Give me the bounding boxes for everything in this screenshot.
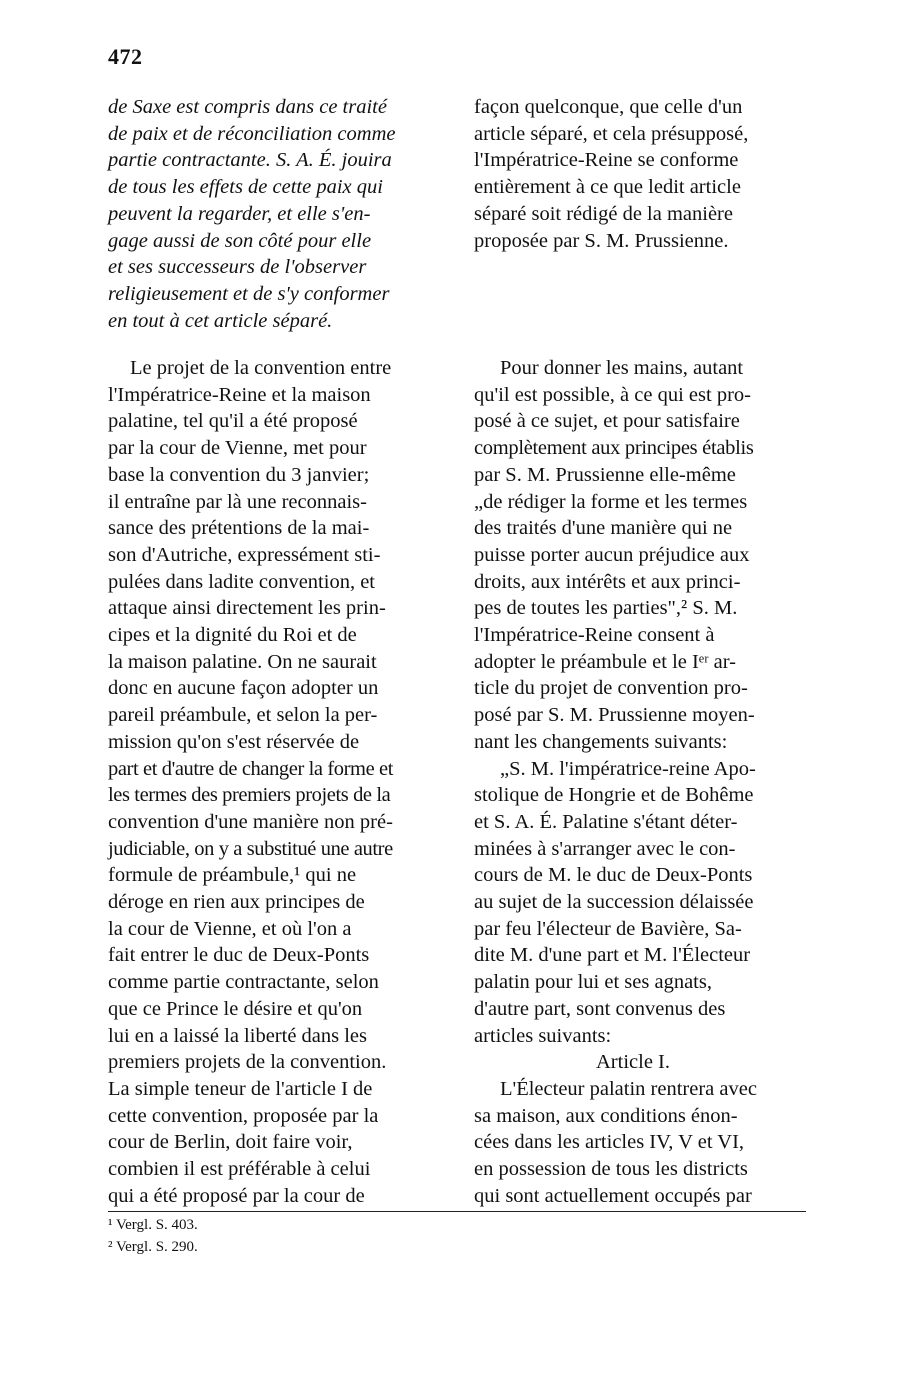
text-line: il entraîne par là une reconnais- xyxy=(108,490,367,513)
text-line: comme partie contractante, selon xyxy=(108,971,379,994)
footnote-2: ² Vergl. S. 290. xyxy=(108,1239,198,1255)
text-line: cées dans les articles IV, V et VI, xyxy=(474,1131,745,1154)
text-line: en tout à cet article séparé. xyxy=(108,309,333,332)
text-line: façon quelconque, que celle d'un xyxy=(474,96,743,118)
text-line: fait entrer le duc de Deux-Ponts xyxy=(108,944,370,967)
text-line: cours de M. le duc de Deux-Ponts xyxy=(474,864,753,887)
text-line: religieusement et de s'y conformer xyxy=(108,282,390,305)
text-line: combien il est préférable à celui xyxy=(108,1158,371,1181)
text-line: par S. M. Prussienne elle-même xyxy=(474,463,736,486)
text-line: cette convention, proposée par la xyxy=(108,1104,379,1127)
text-line: minées à s'arranger avec le con- xyxy=(474,837,736,860)
text-line: article séparé, et cela présupposé, xyxy=(474,122,749,145)
text-line: par la cour de Vienne, met pour xyxy=(108,437,367,460)
text-line: La simple teneur de l'article I de xyxy=(108,1077,373,1100)
text-line: déroge en rien aux principes de xyxy=(108,891,365,914)
text-line: dite M. d'une part et M. l'Électeur xyxy=(474,944,751,967)
text-line: lui en a laissé la liberté dans les xyxy=(108,1024,368,1047)
text-line: de tous les effets de cette paix qui xyxy=(108,176,383,199)
text-line: droits, aux intérêts et aux princi- xyxy=(474,570,741,593)
text-line: par feu l'électeur de Bavière, Sa- xyxy=(474,917,742,940)
text-line: proposée par S. M. Prussienne. xyxy=(474,229,729,252)
text-line: cipes et la dignité du Roi et de xyxy=(108,624,357,647)
text-line: pes de toutes les parties",² S. M. xyxy=(474,597,738,620)
text-line: au sujet de la succession délaissée xyxy=(474,891,754,914)
right-top-paragraph xyxy=(474,94,748,254)
text-line: de Saxe est compris dans ce traité xyxy=(108,96,387,118)
text-line: „de rédiger la forme et les termes xyxy=(474,490,748,513)
left-main-paragraph xyxy=(108,355,393,1210)
text-line: part et d'autre de changer la forme et xyxy=(108,757,394,780)
text-line: gage aussi de son côté pour elle xyxy=(108,229,372,252)
text-line: son d'Autriche, expressément sti- xyxy=(108,543,381,566)
text-line: palatin pour lui et ses agnats, xyxy=(474,971,712,994)
text-line: L'Électeur palatin rentrera avec xyxy=(500,1077,757,1100)
text-line: que ce Prince le désire et qu'on xyxy=(108,997,363,1020)
text-line: mission qu'on s'est réservée de xyxy=(108,730,360,753)
footnote-1: ¹ Vergl. S. 403. xyxy=(108,1217,198,1233)
text-line: la maison palatine. On ne saurait xyxy=(108,650,377,673)
text-line: et S. A. É. Palatine s'étant déter- xyxy=(474,810,738,833)
text-line: posé par S. M. Prussienne moyen- xyxy=(474,704,755,727)
text-line: donc en aucune façon adopter un xyxy=(108,677,379,700)
text-line: l'Impératrice-Reine consent à xyxy=(474,624,715,647)
page-number: 472 xyxy=(108,44,143,69)
text-line: puisse porter aucun préjudice aux xyxy=(474,543,750,566)
text-line: formule de préambule,¹ qui ne xyxy=(108,864,357,887)
text-line: les termes des premiers projets de la xyxy=(108,784,391,807)
text-line: entièrement à ce que ledit article xyxy=(474,176,741,199)
left-italic-paragraph xyxy=(108,94,395,334)
text-line: judiciable, on y a substitué une autre xyxy=(108,837,393,860)
right-main-paragraph xyxy=(474,355,757,1210)
text-line: Pour donner les mains, autant xyxy=(500,357,744,379)
text-line: et ses successeurs de l'observer xyxy=(108,256,367,279)
text-line: l'Impératrice-Reine se conforme xyxy=(474,149,739,172)
text-line: sa maison, aux conditions énon- xyxy=(474,1104,738,1127)
text-line: pareil préambule, et selon la per- xyxy=(108,704,378,727)
text-line: pulées dans ladite convention, et xyxy=(108,570,375,593)
text-line: qu'il est possible, à ce qui est pro- xyxy=(474,383,751,406)
text-line: nant les changements suivants: xyxy=(474,730,728,753)
text-line: complètement aux principes établis xyxy=(474,437,754,460)
text-line: ticle du projet de convention pro- xyxy=(474,677,748,700)
text-line: séparé soit rédigé de la manière xyxy=(474,202,733,225)
text-line: articles suivants: xyxy=(474,1024,612,1047)
text-line: cour de Berlin, doit faire voir, xyxy=(108,1131,353,1154)
text-line: base la convention du 3 janvier; xyxy=(108,463,370,486)
footnotes xyxy=(108,1214,198,1258)
article-heading: Article I. xyxy=(596,1051,670,1074)
text-line: premiers projets de la convention. xyxy=(108,1051,387,1074)
text-line: qui a été proposé par la cour de xyxy=(108,1184,365,1207)
text-line: „S. M. l'impératrice-reine Apo- xyxy=(500,757,756,780)
text-line: attaque ainsi directement les prin- xyxy=(108,597,386,620)
text-line: posé à ce sujet, et pour satisfaire xyxy=(474,410,740,433)
text-line: en possession de tous les districts xyxy=(474,1158,748,1181)
text-line: qui sont actuellement occupés par xyxy=(474,1184,752,1207)
footnote-divider xyxy=(108,1211,806,1212)
text-line: peuvent la regarder, et elle s'en- xyxy=(108,202,371,225)
text-line: sance des prétentions de la mai- xyxy=(108,517,370,540)
text-line: convention d'une manière non pré- xyxy=(108,810,393,833)
text-line: d'autre part, sont convenus des xyxy=(474,997,726,1020)
text-line: Le projet de la convention entre xyxy=(130,357,392,379)
text-line: des traités d'une manière qui ne xyxy=(474,517,733,540)
text-line: palatine, tel qu'il a été proposé xyxy=(108,410,358,433)
text-line: l'Impératrice-Reine et la maison xyxy=(108,383,371,406)
text-line: de paix et de réconciliation comme xyxy=(108,122,396,145)
text-line: la cour de Vienne, et où l'on a xyxy=(108,917,352,940)
text-line: stolique de Hongrie et de Bohême xyxy=(474,784,754,807)
text-line: adopter le préambule et le Iᵉʳ ar- xyxy=(474,650,736,673)
text-line: partie contractante. S. A. É. jouira xyxy=(108,149,392,172)
